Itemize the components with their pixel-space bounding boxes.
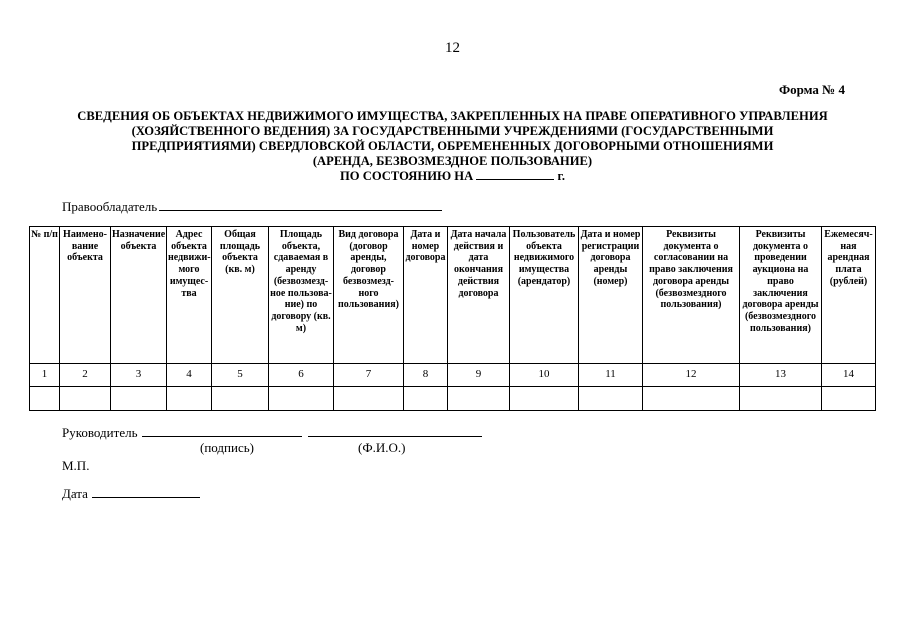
signature-blank <box>142 426 302 437</box>
data-cell <box>334 387 404 411</box>
column-number: 14 <box>822 364 876 387</box>
column-header: Адрес объекта недвижи- мого имущес- тва <box>167 227 212 364</box>
data-cell <box>448 387 510 411</box>
data-cell <box>740 387 822 411</box>
data-cell <box>579 387 643 411</box>
title-line-5 <box>55 169 850 184</box>
column-number: 7 <box>334 364 404 387</box>
column-header: № п/п <box>30 227 60 364</box>
date-label: Дата <box>62 486 88 501</box>
column-number: 4 <box>167 364 212 387</box>
column-number: 6 <box>269 364 334 387</box>
header-row <box>30 227 876 364</box>
objects-table <box>29 226 876 411</box>
signature-caption: (подпись) <box>200 440 254 455</box>
empty-data-row <box>30 387 876 411</box>
as-of-date-blank <box>476 169 554 180</box>
year-suffix: г. <box>557 169 565 183</box>
data-cell <box>30 387 60 411</box>
column-header: Дата начала действия и дата окончания действия договора <box>448 227 510 364</box>
column-header: Реквизиты документа о проведении аукциона на право заключения договора аренды (безвозмездного пользования) <box>740 227 822 364</box>
column-number: 13 <box>740 364 822 387</box>
column-number: 2 <box>60 364 111 387</box>
column-header: Дата и номер регистрации договора аренды (номер) <box>579 227 643 364</box>
rightholder-label: Правообладатель <box>62 199 158 214</box>
data-cell <box>822 387 876 411</box>
title-line-2: (ХОЗЯЙСТВЕННОГО ВЕДЕНИЯ) ЗА ГОСУДАРСТВЕННЫМИ УЧРЕЖДЕНИЯМИ (ГОСУДАРСТВЕННЫМИ <box>131 124 774 138</box>
title-line-1: СВЕДЕНИЯ ОБ ОБЪЕКТАХ НЕДВИЖИМОГО ИМУЩЕСТВА, ЗАКРЕПЛЕННЫХ НА ПРАВЕ ОПЕРАТИВНОГО УПРАВЛЕНИЯ <box>77 109 828 123</box>
data-cell <box>510 387 579 411</box>
head-label: Руководитель <box>62 425 138 440</box>
form-label: Форма № 4 <box>778 82 845 97</box>
column-header: Вид договора (договор аренды, договор безвозмезд- ного пользования) <box>334 227 404 364</box>
title-line-4: (АРЕНДА, БЕЗВОЗМЕЗДНОЕ ПОЛЬЗОВАНИЕ) <box>312 154 593 168</box>
column-number: 12 <box>643 364 740 387</box>
data-cell <box>167 387 212 411</box>
date-line <box>62 486 200 502</box>
page-number: 12 <box>445 40 460 56</box>
column-header: Назначение объекта <box>111 227 167 364</box>
document-title <box>55 109 850 184</box>
column-header: Пользователь объекта недвижимого имущества (арендатор) <box>510 227 579 364</box>
data-cell <box>404 387 448 411</box>
column-number: 5 <box>212 364 269 387</box>
head-signature-line <box>62 425 482 441</box>
column-number: 8 <box>404 364 448 387</box>
column-number: 10 <box>510 364 579 387</box>
as-of-label: ПО СОСТОЯНИЮ НА <box>340 169 474 183</box>
column-number: 3 <box>111 364 167 387</box>
stamp-label: М.П. <box>62 458 90 473</box>
title-line-3: ПРЕДПРИЯТИЯМИ) СВЕРДЛОВСКОЙ ОБЛАСТИ, ОБРЕМЕНЕННЫХ ДОГОВОРНЫМИ ОТНОШЕНИЯМИ <box>131 139 774 153</box>
data-cell <box>212 387 269 411</box>
column-number: 9 <box>448 364 510 387</box>
column-number: 11 <box>579 364 643 387</box>
column-number: 1 <box>30 364 60 387</box>
data-cell <box>60 387 111 411</box>
column-number-row <box>30 364 876 387</box>
column-header: Общая площадь объекта (кв. м) <box>212 227 269 364</box>
data-cell <box>643 387 740 411</box>
column-header: Наимено- вание объекта <box>60 227 111 364</box>
column-header: Площадь объекта, сдаваемая в аренду (безвозмезд- ное пользова- ние) по договору (кв. м) <box>269 227 334 364</box>
fio-blank <box>308 426 482 437</box>
fio-caption: (Ф.И.О.) <box>358 440 406 455</box>
data-cell <box>111 387 167 411</box>
date-blank <box>92 487 200 498</box>
data-cell <box>269 387 334 411</box>
column-header: Ежемесяч- ная арендная плата (рублей) <box>822 227 876 364</box>
rightholder-line <box>62 199 442 215</box>
column-header: Реквизиты документа о согласовании на право заключения договора аренды (безвозмездного пользования) <box>643 227 740 364</box>
column-header: Дата и номер договора <box>404 227 448 364</box>
rightholder-blank <box>159 200 442 211</box>
